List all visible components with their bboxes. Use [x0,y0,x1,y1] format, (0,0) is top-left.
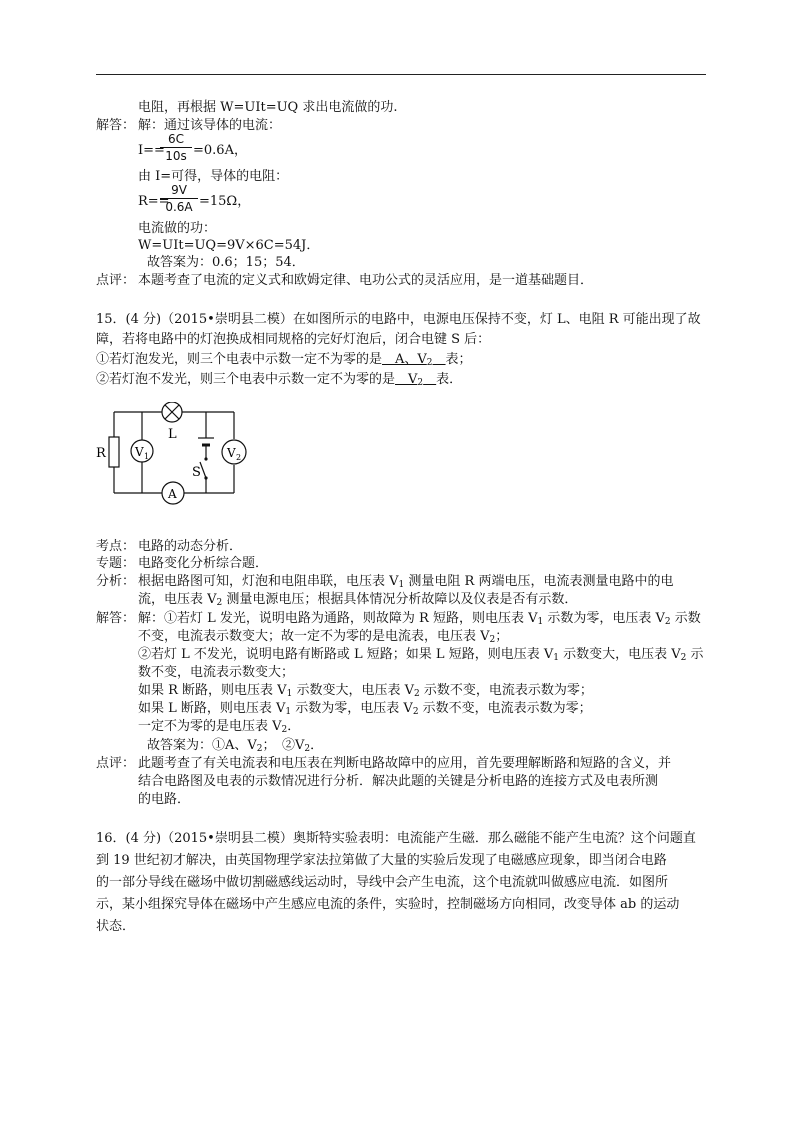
text: 流，电压表 V [138,592,217,607]
q15-subquestion-1 [96,351,472,369]
jieda-line: 数不变，电流表示数变大； [138,665,295,680]
dianping-label: 点评： [96,273,136,288]
label-v2: V [227,446,236,460]
text: 示数 [670,611,701,626]
q15-subquestion-2 [96,371,462,389]
jieda-line [138,628,508,646]
text: ②若灯 L 不发光，说明电路有断路或 L 短路；如果 L 短路，则电压表 V [138,647,554,662]
text: 示 [686,647,704,662]
label-r: R [96,446,106,461]
dianping-label: 点评： [96,756,136,771]
label-a: A [168,487,177,501]
fenxi-label: 分析： [96,574,136,589]
fenxi-line [138,591,577,609]
jieda-answer [147,737,323,755]
prev-text-line: 由 I=可得，导体的电阻： [138,169,289,184]
text: 一定不为零的是电压表 V [138,719,282,734]
jieda-label: 解答： [96,611,136,626]
kaodian-text: 电路的动态分析． [138,539,243,554]
circuit-diagram [96,402,256,512]
subscript: 2 [413,689,420,699]
text: 故答案为：①A、V [147,738,257,753]
prev-text-line: 电流做的功： [138,221,217,236]
fraction-denominator: 0.6A [165,200,193,214]
prev-comment: 本题考查了电流的定义式和欧姆定律、电功公式的灵活应用，是一道基础题目． [138,273,594,288]
subscript: 1 [537,617,544,627]
text: 如果 R 断路，则电压表 V [138,683,287,698]
fraction-numerator: 6C [167,132,184,146]
subscript: 2 [417,378,424,388]
dianping-line: 此题考查了有关电流表和电压表在判断电路故障中的应用，首先要理解断路和短路的含义，并 [138,756,672,771]
zhuanti-label: 专题： [96,556,136,571]
q16-stem-line: 示，某小组探究导体在磁场中产生感应电流的条件，实验时，控制磁场方向相同，改变导体 ab 的运动 [96,897,680,912]
label-l: L [168,427,177,442]
label-s: S [192,465,201,480]
lamp-symbol [162,402,182,422]
prev-text-line: W=UIt=UQ=9V×6C=54J． [138,238,320,253]
text: 示数不变，电流表示数为零； [419,683,593,698]
subquestion-text: ②若灯泡不发光，则三个电表中示数一定不为零的是 [96,372,396,387]
dianping-line: 的电路． [138,792,191,807]
text: 不变，电流表示数变大；故一定不为零的是电流表，电压表 V [138,629,490,644]
switch-contact [204,476,207,479]
q15-stem-line: 15．(4 分)（2015•崇明县二模）在如图所示的电路中，电源电压保持不变，灯 L、电阻 R 可能出现了故 [96,312,701,327]
jieda-line [138,718,300,736]
formula-lhs: I== [138,143,165,158]
text: 解：①若灯 L 发光，说明电路为通路，则故障为 R 短路，则电压表 V [138,611,538,626]
subscript: 1 [398,580,405,590]
fenxi-line [138,573,673,591]
subscript: 1 [285,707,292,717]
label-v1-sub: 1 [144,452,150,461]
jieda-line [138,700,592,718]
zhuanti-text: 电路变化分析综合题． [138,556,269,571]
top-rule [96,74,706,75]
text: ； ②V [262,738,305,753]
subquestion-tail: 表； [445,352,472,367]
prev-answer-line: 故答案为：0.6；15；54． [147,255,305,270]
jieda-line [138,646,703,664]
answer-text: V [395,372,418,387]
text: 测量电阻 R 两端电压，电流表测量电路中的电 [404,574,674,589]
q16-stem-line: 16．(4 分)（2015•崇明县二模）奥斯特实验表明：电流能产生磁．那么磁能不能产生电流？这个问题直 [96,831,696,846]
subscript: 2 [664,617,671,627]
answer-text: A、V [382,352,427,367]
subscript: 2 [256,744,263,754]
prev-text-line: 电阻，再根据 W=UIt=UQ 求出电流做的功. [138,100,398,115]
label-v2-sub: 2 [236,453,242,462]
label-v1: V [135,445,144,459]
q15-stem-line: 障，若将电路中的灯泡换成相同规格的完好灯泡后，闭合电键 S 后： [96,332,491,347]
text: 测量电源电压；根据具体情况分析故障以及仪表是否有示数． [222,592,578,607]
fraction-denominator: 10s [165,149,187,163]
answer-blank [382,352,446,367]
q16-stem-line: 状态． [96,919,136,934]
text: 示数变大，电压表 V [558,647,681,662]
subscript: 1 [286,689,293,699]
subscript: 2 [412,707,419,717]
formula-rhs: =15Ω， [199,194,251,209]
fraction-bar [160,198,198,199]
text: ； [495,629,509,644]
subscript: 2 [216,598,223,608]
jieda-line [138,682,593,700]
subquestion-tail: 表． [436,372,463,387]
jieda-label: 解答： [96,118,136,133]
jieda-line [138,610,701,628]
text: ． [287,719,301,734]
formula-rhs: =0.6A， [193,143,247,158]
switch-contact [204,457,207,460]
text: 示数不变，电流表示数为零； [418,701,592,716]
kaodian-label: 考点： [96,539,136,554]
text: 示数为零，电压表 V [291,701,413,716]
q16-stem-line: 到 19 世纪初才解决，由英国物理学家法拉第做了大量的实验后发现了电磁感应现象，即当闭合电路 [96,853,667,868]
subscript: 2 [680,653,687,663]
text: 如果 L 断路，则电压表 V [138,701,286,716]
resistor-symbol [109,437,119,467]
subquestion-text: ①若灯泡发光，则三个电表中示数一定不为零的是 [96,352,383,367]
subscript: 1 [553,653,559,663]
subscript: 2 [426,358,433,368]
text: ． [310,738,324,753]
text: 示数为零，电压表 V [543,611,665,626]
subscript: 2 [281,725,288,735]
text: 示数变大，电压表 V [292,683,414,698]
dianping-line: 结合电路图及电表的示数情况进行分析．解决此题的关键是分析电路的连接方式及电表所测 [138,774,659,789]
subscript: 2 [489,635,496,645]
text: 根据电路图可知，灯泡和电阻串联，电压表 V [138,574,399,589]
q16-stem-line: 的一部分导线在磁场中做切割磁感线运动时，导线中会产生电流，这个电流就叫做感应电流．如图所 [96,875,669,890]
fraction-bar [160,147,192,148]
answer-blank [395,372,436,387]
subscript: 2 [304,744,311,754]
fraction-numerator: 9V [171,183,187,197]
prev-text-line: 解：通过该导体的电流： [138,118,282,133]
formula-lhs: R== [138,194,170,209]
